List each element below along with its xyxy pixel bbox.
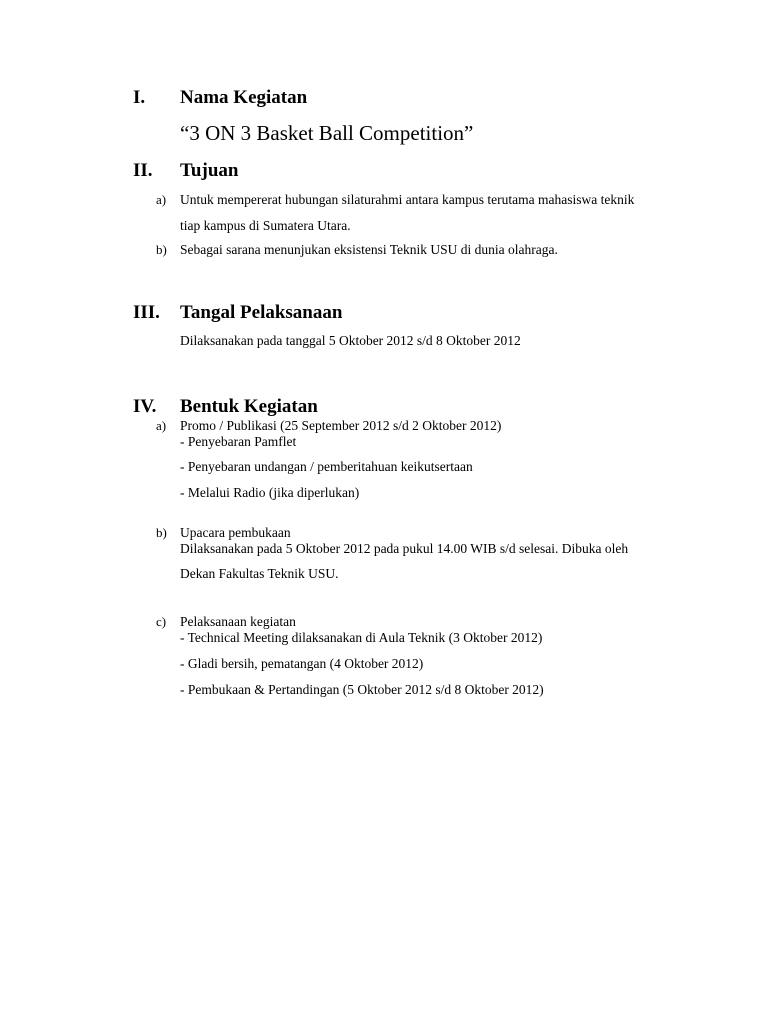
section-4-number: IV.	[133, 396, 157, 417]
section-2-item-b-label: b)	[156, 242, 167, 257]
section-4-item-a-line-4: - Melalui Radio (jika diperlukan)	[180, 485, 360, 500]
section-2-title: Tujuan	[180, 160, 239, 181]
section-4-item-b-label: b)	[156, 525, 167, 540]
event-name: “3 ON 3 Basket Ball Competition”	[180, 121, 474, 145]
section-4-item-a-line-2: - Penyebaran Pamflet	[180, 434, 297, 449]
section-4-item-b-line-2: Dilaksanakan pada 5 Oktober 2012 pada pukul 14.00 WIB s/d selesai. Dibuka oleh	[180, 541, 629, 556]
section-3-text: Dilaksanakan pada tanggal 5 Oktober 2012 s/d 8 Oktober 2012	[180, 333, 521, 348]
section-4-title: Bentuk Kegiatan	[180, 396, 318, 417]
section-4-item-c-label: c)	[156, 614, 167, 629]
section-3-title: Tangal Pelaksanaan	[180, 302, 343, 323]
section-2-item-b-line-1: Sebagai sarana menunjukan eksistensi Teknik USU di dunia olahraga.	[180, 242, 558, 257]
section-2-item-a-line-2: tiap kampus di Sumatera Utara.	[180, 218, 351, 233]
section-4-item-a-line-1: Promo / Publikasi (25 September 2012 s/d 2 Oktober 2012)	[180, 418, 502, 433]
section-3-number: III.	[133, 302, 160, 323]
section-4-item-b-line-1: Upacara pembukaan	[180, 525, 291, 540]
section-4-item-c-line-4: - Pembukaan & Pertandingan (5 Oktober 2012 s/d 8 Oktober 2012)	[180, 682, 544, 697]
section-4-item-a-label: a)	[156, 418, 167, 433]
section-1-title: Nama Kegiatan	[180, 87, 308, 108]
section-4-item-c-line-3: - Gladi bersih, pematangan (4 Oktober 2012)	[180, 656, 424, 671]
section-2-item-a-line-1: Untuk mempererat hubungan silaturahmi antara kampus terutama mahasiswa teknik	[180, 192, 635, 207]
section-1-number: I.	[133, 87, 146, 108]
section-4-item-b-line-3: Dekan Fakultas Teknik USU.	[180, 566, 339, 581]
section-2-number: II.	[133, 160, 153, 181]
section-4-item-c-line-2: - Technical Meeting dilaksanakan di Aula Teknik (3 Oktober 2012)	[180, 630, 543, 645]
section-4-item-c-line-1: Pelaksanaan kegiatan	[180, 614, 296, 629]
section-4-item-a-line-3: - Penyebaran undangan / pemberitahuan keikutsertaan	[180, 459, 473, 474]
section-2-item-a-label: a)	[156, 192, 167, 207]
